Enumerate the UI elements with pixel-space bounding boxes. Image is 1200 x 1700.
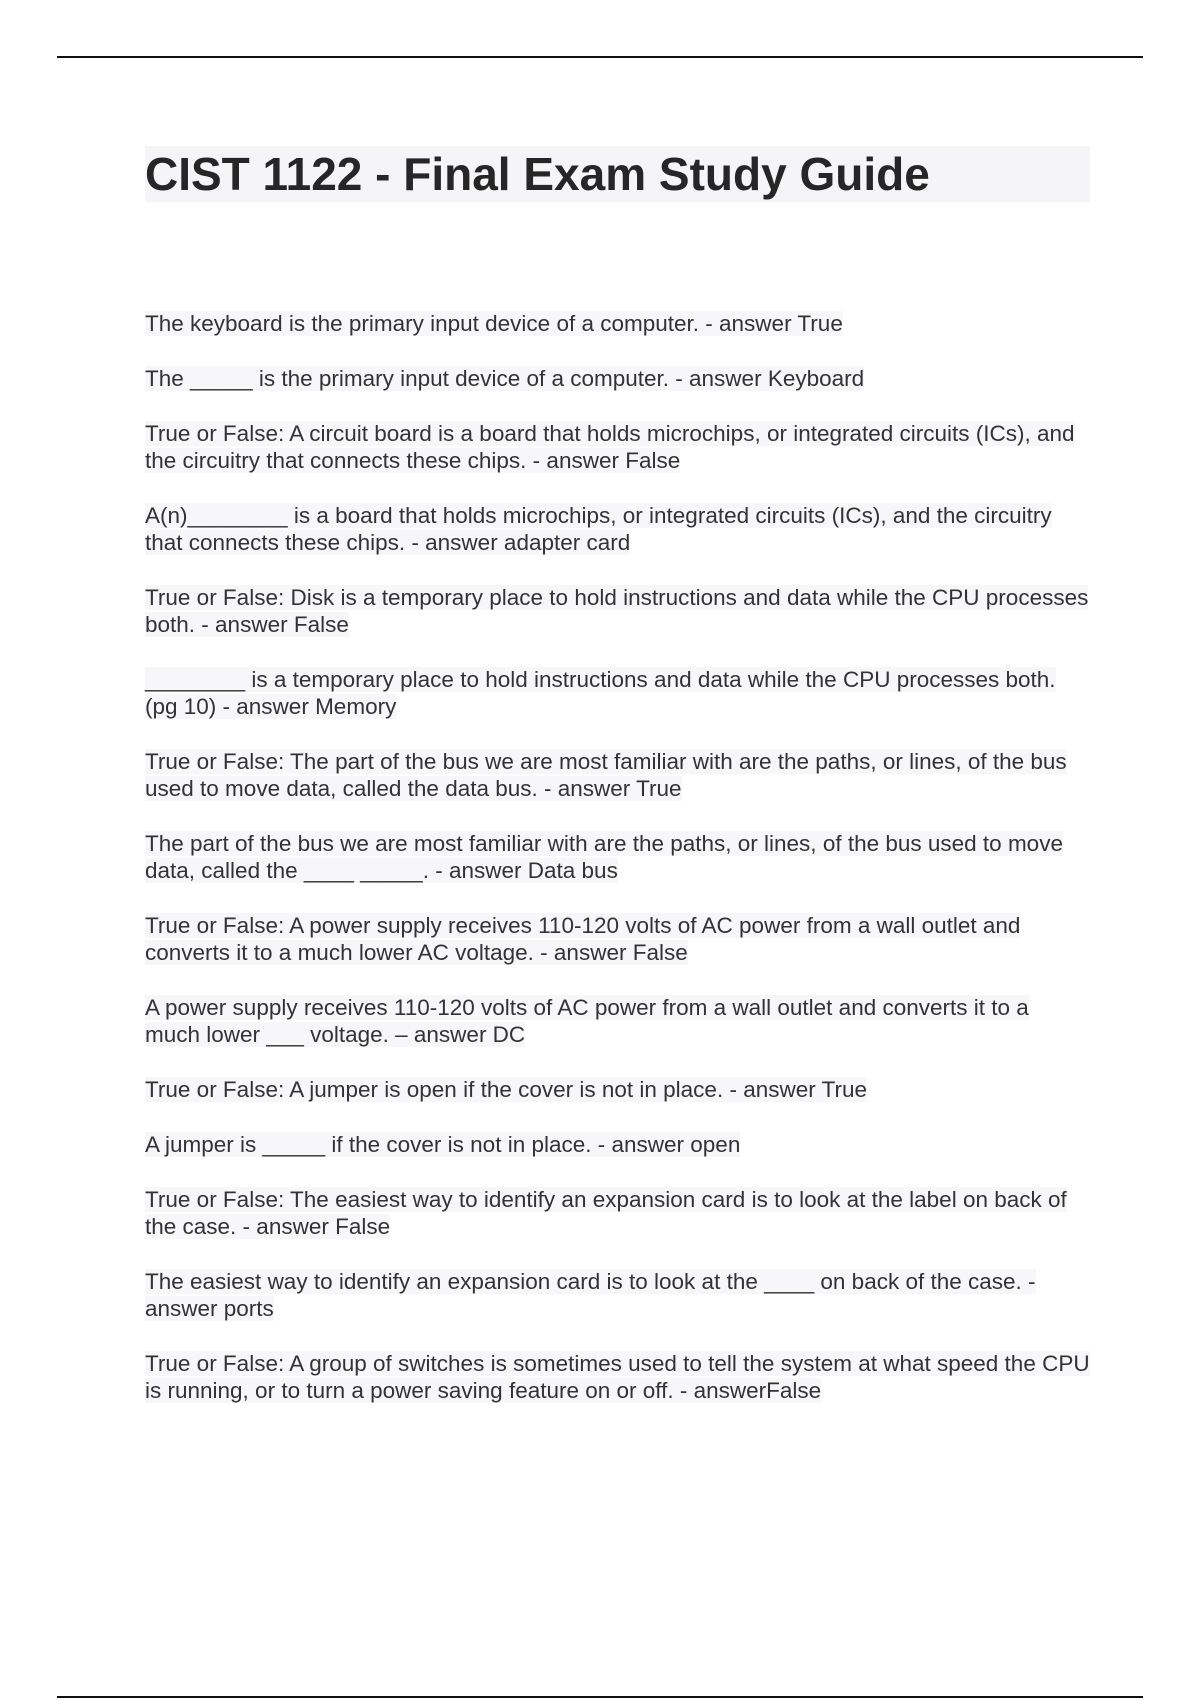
list-item: A jumper is _____ if the cover is not in place. - answer open bbox=[145, 1132, 741, 1157]
page-title: CIST 1122 - Final Exam Study Guide bbox=[145, 146, 1090, 202]
list-item: The easiest way to identify an expansion card is to look at the ____ on back of the case. - answer ports bbox=[145, 1269, 1036, 1321]
list-item: The keyboard is the primary input device of a computer. - answer True bbox=[145, 311, 843, 336]
bottom-divider bbox=[57, 1696, 1143, 1698]
list-item: True or False: The easiest way to identify an expansion card is to look at the label on back of the case. - answer False bbox=[145, 1187, 1067, 1239]
question-list bbox=[145, 310, 1090, 1432]
top-divider bbox=[57, 56, 1143, 58]
list-item: True or False: Disk is a temporary place to hold instructions and data while the CPU processes both. - answer False bbox=[145, 585, 1089, 637]
list-item: True or False: A jumper is open if the cover is not in place. - answer True bbox=[145, 1077, 867, 1102]
list-item: ________ is a temporary place to hold instructions and data while the CPU processes both. (pg 10) - answer Memory bbox=[145, 667, 1056, 719]
list-item: A power supply receives 110-120 volts of AC power from a wall outlet and converts it to a much lower ___ voltage. – answer DC bbox=[145, 995, 1029, 1047]
list-item: True or False: The part of the bus we are most familiar with are the paths, or lines, of the bus used to move data, called the data bus. - answer True bbox=[145, 749, 1067, 801]
list-item: The _____ is the primary input device of a computer. - answer Keyboard bbox=[145, 366, 865, 391]
document-page bbox=[145, 146, 1090, 1403]
list-item: True or False: A circuit board is a board that holds microchips, or integrated circuits (ICs), and the circuitry that connects these chips. - answer False bbox=[145, 421, 1075, 473]
list-item: A(n)________ is a board that holds microchips, or integrated circuits (ICs), and the circuitry that connects these chips. - answer adapter card bbox=[145, 503, 1052, 555]
list-item: True or False: A power supply receives 110-120 volts of AC power from a wall outlet and converts it to a much lower AC voltage. - answer False bbox=[145, 913, 1021, 965]
list-item: True or False: A group of switches is sometimes used to tell the system at what speed the CPU is running, or to turn a power saving feature on or off. - answerFalse bbox=[145, 1351, 1090, 1403]
list-item: The part of the bus we are most familiar with are the paths, or lines, of the bus used to move data, called the ____ _____. - answer Data bus bbox=[145, 831, 1063, 883]
